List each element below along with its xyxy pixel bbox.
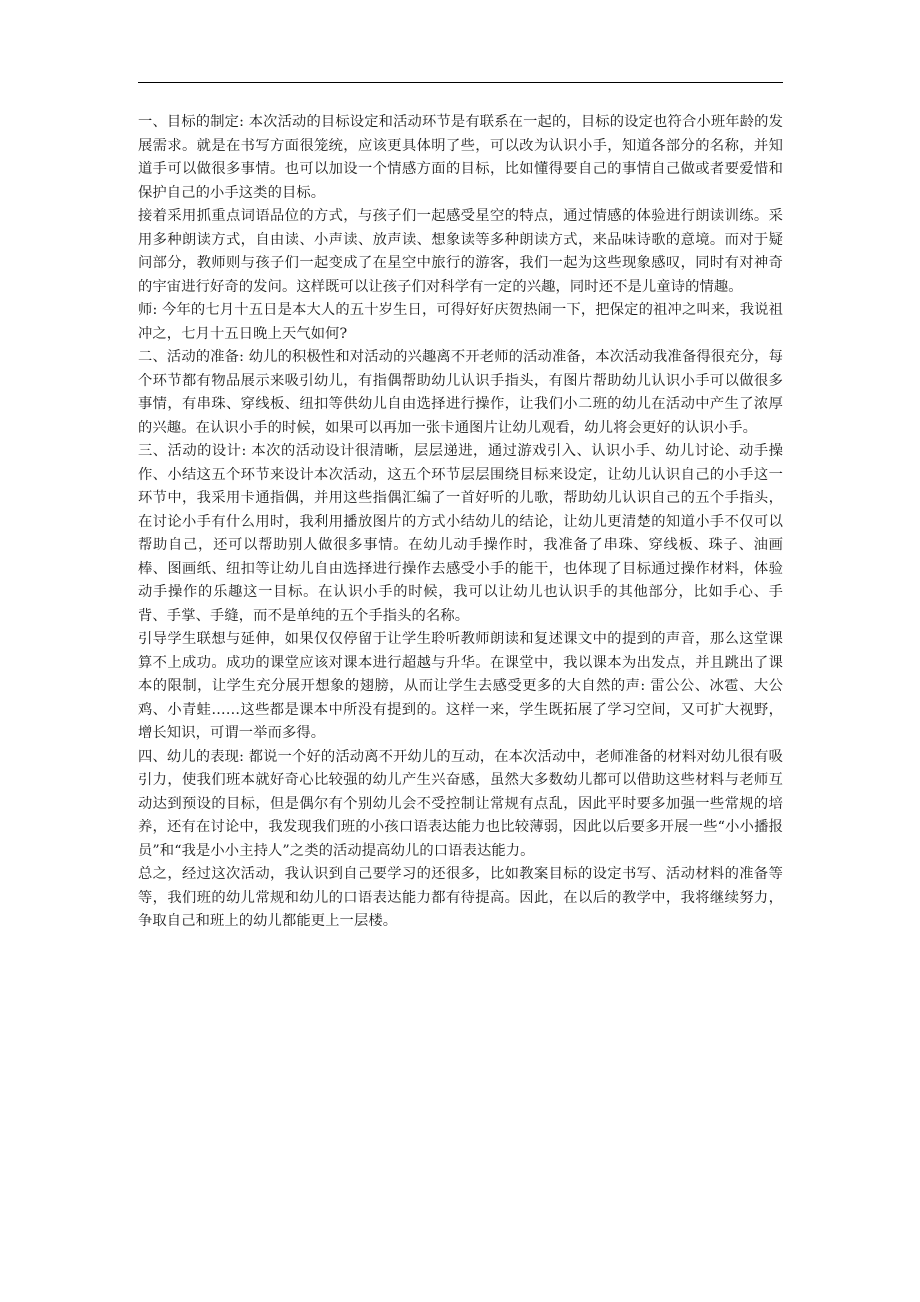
header-rule — [138, 82, 783, 83]
paragraph-conclusion: 总之，经过这次活动，我认识到自己要学习的还很多，比如教案目标的设定书写、活动材料的准备等等，我们班的幼儿常规和幼儿的口语表达能力都有待提高。因此，在以后的教学中，我将继续努力，争取自己和班上的幼儿都能更上一层楼。 — [138, 866, 783, 929]
paragraph-goal-setting: 一、目标的制定: 本次活动的目标设定和活动环节是有联系在一起的，目标的设定也符合小班年龄的发展需求。就是在书写方面很笼统，应该更具体明了些，可以改为认识小手，知道各部分的名称，并知道手可以做很多事情。也可以加设一个情感方面的目标，比如懂得要自己的事情自己做或者要爱惜和保护自己的小手这类的目标。 — [138, 114, 783, 201]
paragraph-guided-extension: 引导学生联想与延伸，如果仅仅停留于让学生聆听教师朗读和复述课文中的提到的声音，那么这堂课算不上成功。成功的课堂应该对课本进行超越与升华。在课堂中，我以课本为出发点，并且跳出了课本的限制，让学生充分展开想象的翅膀，从而让学生去感受更多的大自然的声: 雷公公、冰雹、大公鸡、小青蛙……这些都是课本中所没有提到的。这样一来，学生既拓展了学习空间，又可扩大视野，增长知识，可谓一举而多得。 — [138, 631, 783, 741]
paragraph-activity-design: 三、活动的设计: 本次的活动设计很清晰，层层递进，通过游戏引入、认识小手、幼儿讨论、动手操作、小结这五个环节来设计本次活动，这五个环节层层围绕目标来设定，让幼儿认识自己的小手这一环节中，我采用卡通指偶，并用这些指偶汇编了一首好听的儿歌，帮助幼儿认识自己的五个手指头，在讨论小手有什么用时，我利用播放图片的方式小结幼儿的结论，让幼儿更清楚的知道小手不仅可以帮助自己，还可以帮助别人做很多事情。在幼儿动手操作时，我准备了串珠、穿线板、珠子、油画棒、图画纸、纽扣等让幼儿自由选择进行操作去感受小手的能干，也体现了目标通过操作材料，体验动手操作的乐趣这一目标。在认识小手的时候，我可以让幼儿也认识手的其他部分，比如手心、手背、手掌、手缝，而不是单纯的五个手指头的名称。 — [138, 443, 783, 624]
document-body — [138, 111, 783, 934]
paragraph-activity-preparation: 二、活动的准备: 幼儿的积极性和对活动的兴趣离不开老师的活动准备，本次活动我准备得很充分，每个环节都有物品展示来吸引幼儿，有指偶帮助幼儿认识手指头，有图片帮助幼儿认识小手可以做很多事情，有串珠、穿线板、纽扣等供幼儿自由选择进行操作，让我们小二班的幼儿在活动中产生了浓厚的兴趣。在认识小手的时候，如果可以再加一张卡通图片让幼儿观看，幼儿将会更好的认识小手。 — [138, 349, 783, 436]
paragraph-teacher-dialogue: 师: 今年的七月十五日是本大人的五十岁生日，可得好好庆贺热闹一下，把保定的祖冲之叫来，我说祖冲之，七月十五日晚上天气如何? — [138, 302, 783, 342]
paragraph-reading-method: 接着采用抓重点词语品位的方式，与孩子们一起感受星空的特点，通过情感的体验进行朗读训练。采用多种朗读方式，自由读、小声读、放声读、想象读等多种朗读方式，来品味诗歌的意境。而对于疑问部分，教师则与孩子们一起变成了在星空中旅行的游客，我们一起为这些现象感叹，同时有对神奇的宇宙进行好奇的发问。这样既可以让孩子们对科学有一定的兴趣，同时还不是儿童诗的情趣。 — [138, 208, 783, 295]
paragraph-children-performance: 四、幼儿的表现: 都说一个好的活动离不开幼儿的互动，在本次活动中，老师准备的材料对幼儿很有吸引力，使我们班本就好奇心比较强的幼儿产生兴奋感，虽然大多数幼儿都可以借助这些材料与老师互动达到预设的目标，但是偶尔有个别幼儿会不受控制让常规有点乱，因此平时要多加强一些常规的培养，还有在讨论中，我发现我们班的小孩口语表达能力也比较薄弱，因此以后要多开展一些“小小播报员”和“我是小小主持人”之类的活动提高幼儿的口语表达能力。 — [138, 748, 783, 859]
